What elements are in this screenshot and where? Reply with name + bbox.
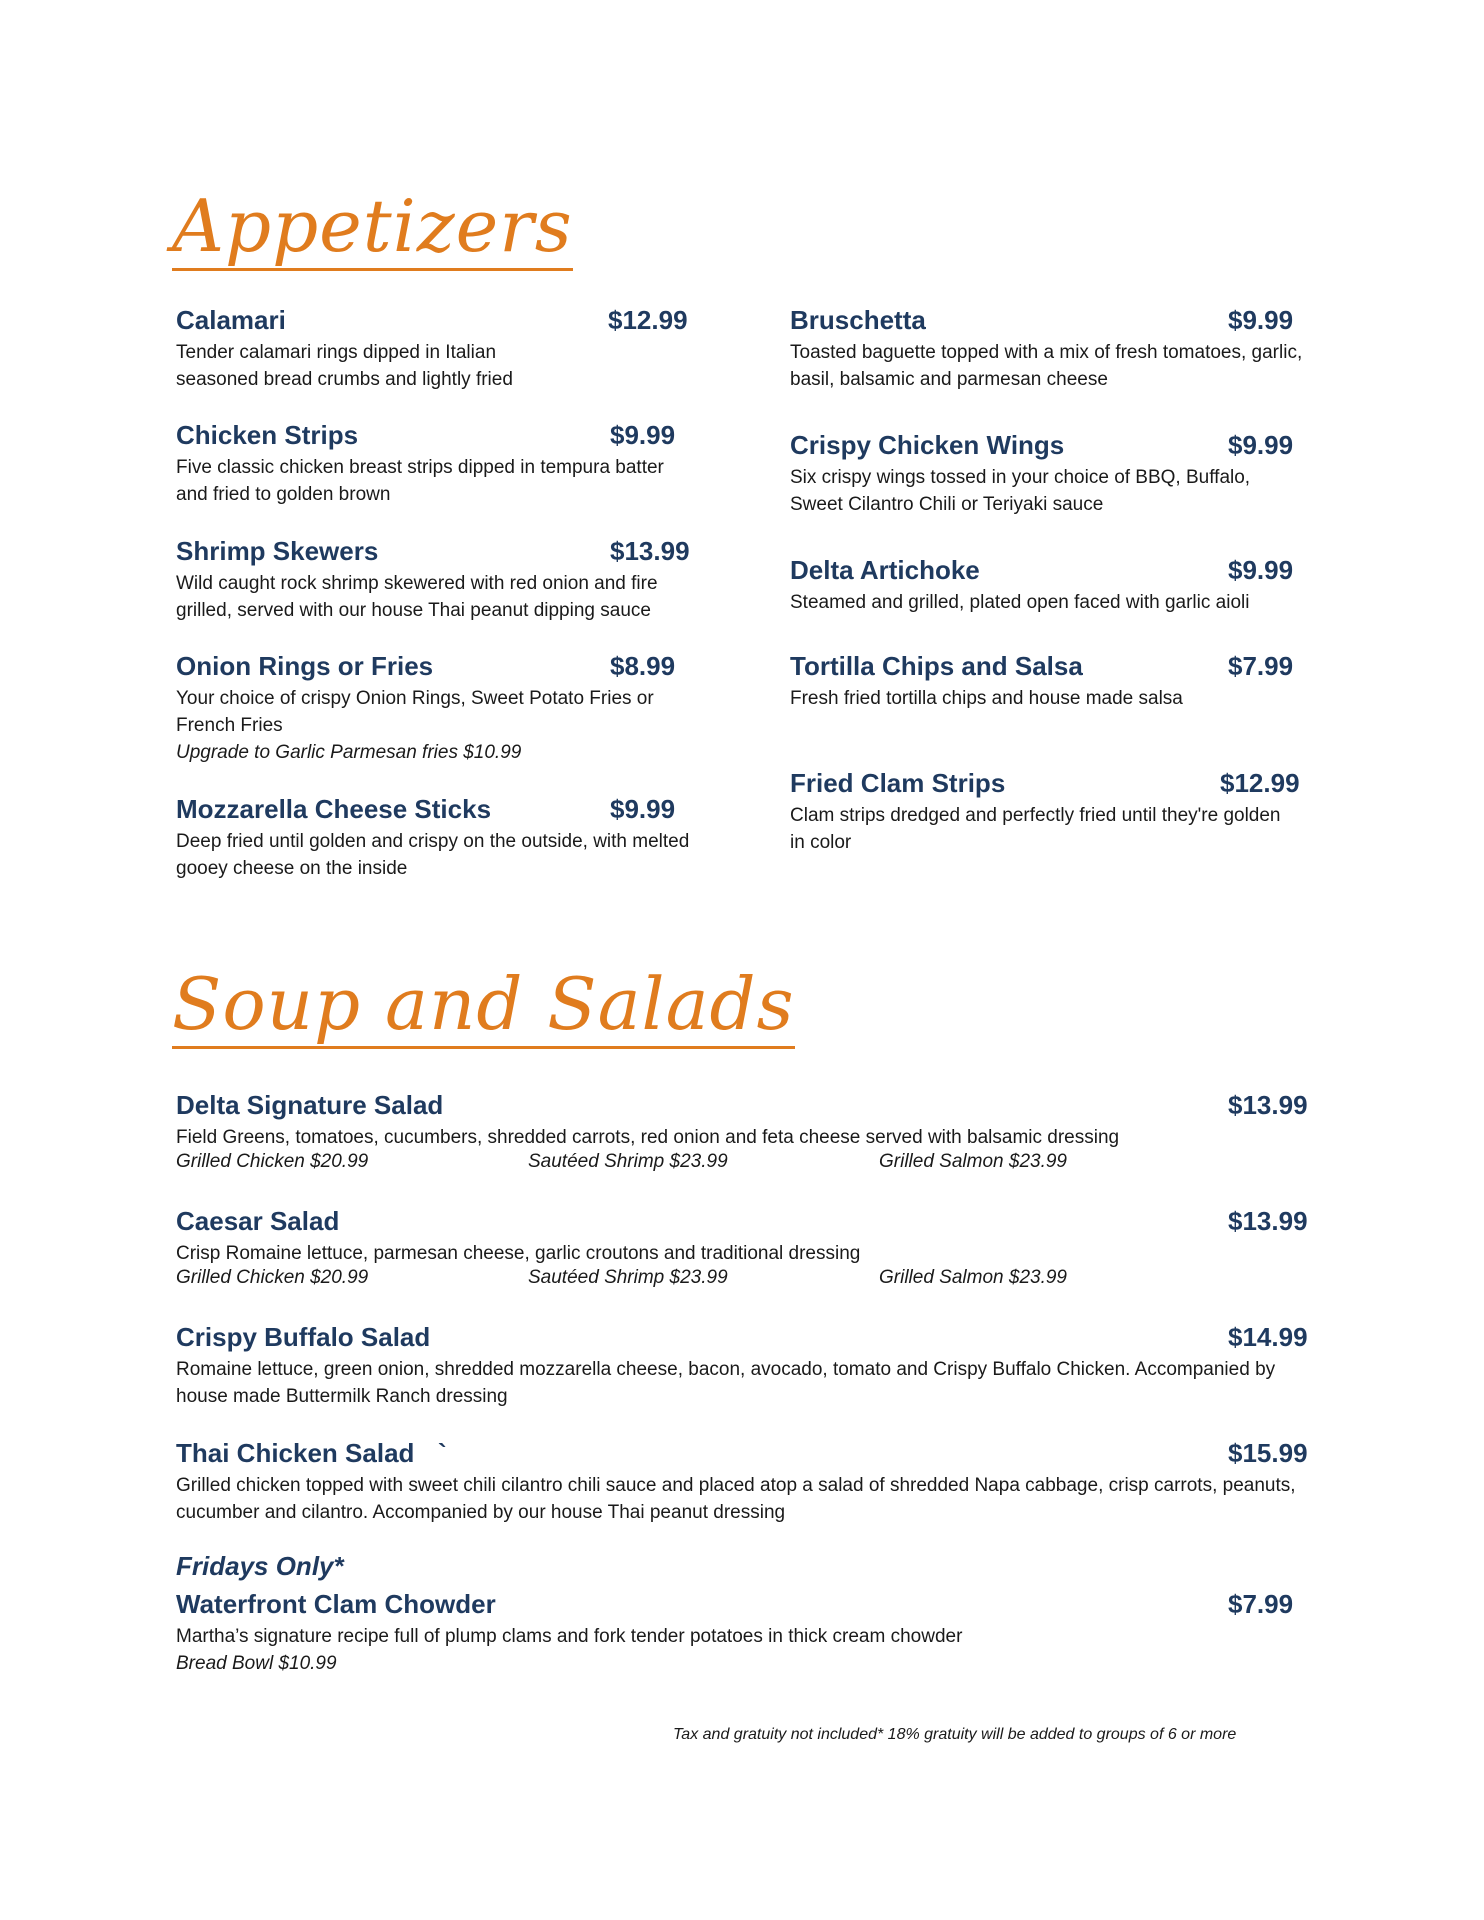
item-name: Fried Clam Strips [790, 768, 1006, 798]
item-price: $7.99 [1228, 651, 1294, 681]
item-description: Fresh fried tortilla chips and house made salsa [790, 688, 1183, 709]
item-name: Thai Chicken Salad [176, 1438, 415, 1468]
item-name: Calamari [176, 305, 286, 335]
item-description: Field Greens, tomatoes, cucumbers, shredded carrots, red onion and feta cheese served with balsamic dressing [176, 1127, 1120, 1148]
item-description: Wild caught rock shrimp skewered with red onion and fire grilled, served with our house Thai peanut dipping sauce [176, 573, 658, 621]
item-name: Caesar Salad [176, 1206, 340, 1236]
item-name: Onion Rings or Fries [176, 651, 434, 681]
menu-item-shrimp-skewers [176, 536, 696, 626]
item-price: $9.99 [610, 794, 676, 824]
menu-item-onion-rings-or-fries [176, 651, 696, 771]
item-description: Six crispy wings tossed in your choice of BBQ, Buffalo, Sweet Cilantro Chili or Teriyaki sauce [790, 467, 1251, 515]
item-description: Steamed and grilled, plated open faced with garlic aioli [790, 592, 1250, 613]
item-price: $7.99 [1228, 1589, 1294, 1619]
menu-item-chicken-strips [176, 420, 696, 510]
item-name: Bruschetta [790, 305, 926, 335]
item-price: $9.99 [1228, 555, 1294, 585]
item-price: $13.99 [1228, 1206, 1308, 1236]
item-price: $12.99 [1220, 768, 1300, 798]
item-name: Waterfront Clam Chowder [176, 1589, 496, 1619]
item-price: $12.99 [608, 305, 688, 335]
addon-grilled-chicken: Grilled Chicken $20.99 [176, 1267, 369, 1288]
stray-mark: ` [438, 1438, 447, 1468]
menu-item-crispy-chicken-wings [790, 430, 1310, 520]
appetizers-heading: Appetizers [172, 190, 573, 271]
item-name: Delta Signature Salad [176, 1090, 444, 1120]
item-price: $13.99 [610, 536, 690, 566]
soup-and-salads-heading: Soup and Salads [172, 968, 795, 1049]
item-upgrade-note: Upgrade to Garlic Parmesan fries $10.99 [176, 742, 522, 763]
item-price: $14.99 [1228, 1322, 1308, 1352]
item-price: $9.99 [1228, 430, 1294, 460]
item-price: $9.99 [610, 420, 676, 450]
item-description-text: Martha’s signature recipe full of plump clams and fork tender potatoes in thick cream chowder [176, 1626, 963, 1647]
menu-item-mozzarella-cheese-sticks [176, 794, 696, 884]
item-price: $9.99 [1228, 305, 1294, 335]
item-name: Chicken Strips [176, 420, 359, 450]
item-description [176, 685, 696, 766]
item-description: Clam strips dredged and perfectly fried until they're golden in color [790, 805, 1281, 853]
item-price: $8.99 [610, 651, 676, 681]
item-name: Crispy Chicken Wings [790, 430, 1065, 460]
menu-item-delta-artichoke [790, 555, 1310, 625]
menu-item-delta-signature-salad [176, 1090, 1316, 1180]
item-description: Toasted baguette topped with a mix of fresh tomatoes, garlic, basil, balsamic and parmesan cheese [790, 342, 1303, 390]
item-price: $15.99 [1228, 1438, 1308, 1468]
tax-gratuity-note: Tax and gratuity not included* 18% gratuity will be added to groups of 6 or more [673, 1726, 1237, 1743]
item-name: Crispy Buffalo Salad [176, 1322, 431, 1352]
menu-item-waterfront-clam-chowder [176, 1589, 1316, 1679]
addon-grilled-chicken: Grilled Chicken $20.99 [176, 1151, 369, 1172]
menu-item-tortilla-chips-and-salsa [790, 651, 1310, 721]
menu-item-caesar-salad [176, 1206, 1316, 1296]
addon-grilled-salmon: Grilled Salmon $23.99 [879, 1151, 1067, 1172]
item-description [176, 1623, 1316, 1677]
item-description: Grilled chicken topped with sweet chili cilantro chili sauce and placed atop a salad of shredded Napa cabbage, crisp carrots, peanuts, cucumber and cilantro. Accompanied by our house Thai peanut dressing [176, 1475, 1296, 1523]
item-name: Shrimp Skewers [176, 536, 379, 566]
item-name: Delta Artichoke [790, 555, 980, 585]
item-description: Romaine lettuce, green onion, shredded mozzarella cheese, bacon, avocado, tomato and Crispy Buffalo Chicken. Accompanied by house made Buttermilk Ranch dressing [176, 1359, 1276, 1407]
item-description: Crisp Romaine lettuce, parmesan cheese, garlic croutons and traditional dressing [176, 1243, 861, 1264]
menu-item-fried-clam-strips [790, 768, 1320, 858]
item-description: Tender calamari rings dipped in Italian seasoned bread crumbs and lightly fried [176, 342, 513, 390]
menu-item-thai-chicken-salad [176, 1438, 1326, 1528]
item-name: Tortilla Chips and Salsa [790, 651, 1083, 681]
bread-bowl-note: Bread Bowl $10.99 [176, 1653, 337, 1674]
item-description: Deep fried until golden and crispy on the outside, with melted gooey cheese on the inside [176, 831, 690, 879]
addon-grilled-salmon: Grilled Salmon $23.99 [879, 1267, 1067, 1288]
menu-item-crispy-buffalo-salad [176, 1322, 1326, 1412]
menu-item-calamari [176, 305, 696, 395]
addon-sauteed-shrimp: Sautéed Shrimp $23.99 [528, 1267, 728, 1288]
fridays-only-label: Fridays Only* [176, 1551, 344, 1581]
salad-addons [176, 1267, 1316, 1294]
item-description: Five classic chicken breast strips dipped in tempura batter and fried to golden brown [176, 457, 664, 505]
item-description-text: Your choice of crispy Onion Rings, Sweet Potato Fries or French Fries [176, 688, 654, 736]
salad-addons [176, 1151, 1316, 1178]
item-price: $13.99 [1228, 1090, 1308, 1120]
menu-item-bruschetta [790, 305, 1310, 395]
addon-sauteed-shrimp: Sautéed Shrimp $23.99 [528, 1151, 728, 1172]
item-name: Mozzarella Cheese Sticks [176, 794, 492, 824]
